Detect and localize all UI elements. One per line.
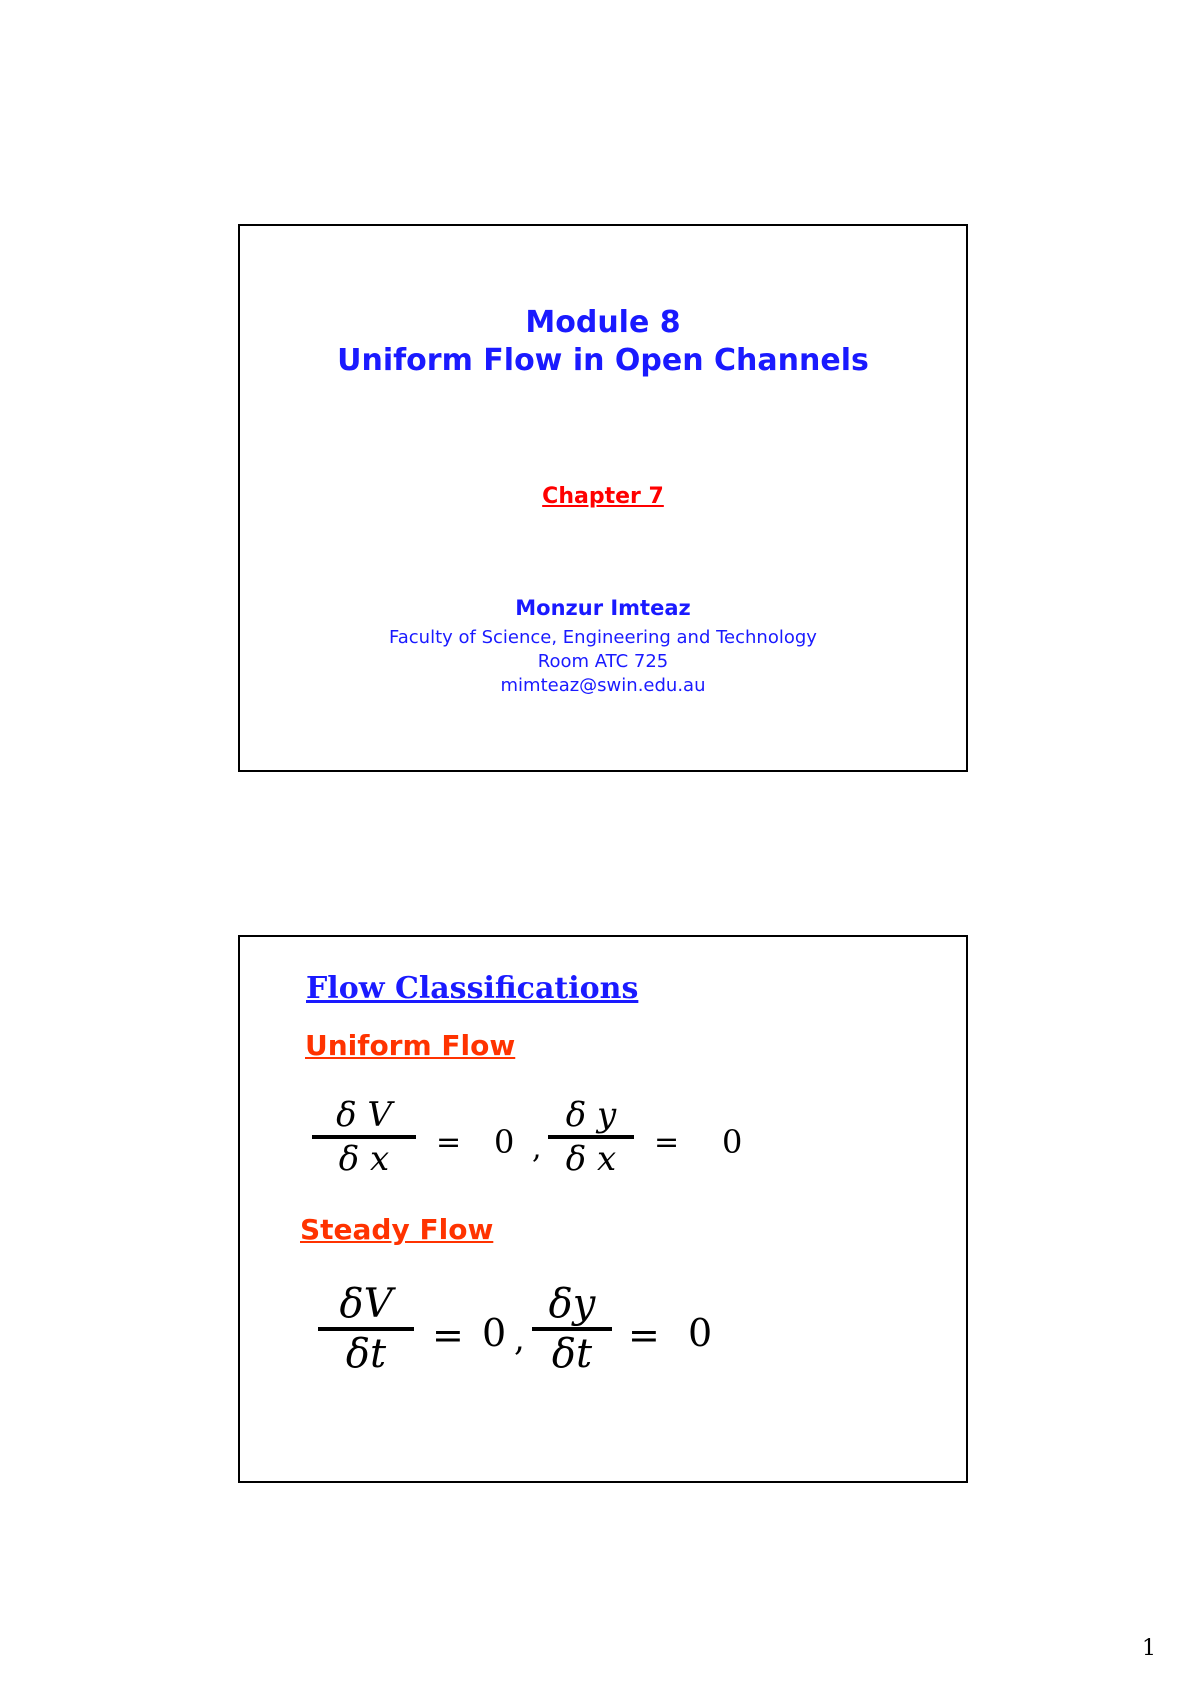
room: Room ATC 725: [537, 651, 669, 672]
steady-flow-equation: [318, 1281, 918, 1401]
flow-classifications-slide: [238, 935, 968, 1483]
denominator: δt: [345, 1331, 387, 1377]
denominator: δt: [551, 1331, 593, 1377]
zero: 0: [494, 1123, 515, 1161]
module-number: Module 8: [525, 305, 681, 340]
page-number: 1: [1142, 1636, 1156, 1661]
title-slide: [238, 224, 968, 772]
steady-flow-label: Steady Flow: [300, 1213, 494, 1246]
equals-sign: =: [432, 1313, 464, 1357]
numerator: δ V: [336, 1095, 392, 1135]
comma: ,: [532, 1131, 542, 1166]
zero: 0: [722, 1123, 743, 1161]
uniform-flow-equation: [312, 1095, 912, 1205]
numerator: δy: [548, 1281, 596, 1327]
fraction-dy-dx: [548, 1095, 634, 1179]
equals-sign: =: [654, 1125, 680, 1160]
author-info: [240, 626, 966, 698]
module-name: Uniform Flow in Open Channels: [337, 343, 869, 378]
fraction-dV-dt: [318, 1281, 414, 1377]
zero: 0: [688, 1311, 713, 1355]
faculty: Faculty of Science, Engineering and Technology: [389, 627, 817, 648]
denominator: δ x: [338, 1139, 390, 1179]
denominator: δ x: [565, 1139, 617, 1179]
email: mimteaz@swin.edu.au: [500, 675, 706, 696]
equals-sign: =: [436, 1125, 462, 1160]
equals-sign: =: [628, 1313, 660, 1357]
fraction-dV-dx: [312, 1095, 416, 1179]
zero: 0: [482, 1311, 507, 1355]
chapter-label: Chapter 7: [542, 484, 664, 509]
comma: ,: [514, 1319, 525, 1359]
author-name: Monzur Imteaz: [515, 596, 691, 620]
fraction-dy-dt: [532, 1281, 612, 1377]
numerator: δV: [339, 1281, 393, 1327]
slide-heading: Flow Classifications: [306, 971, 639, 1006]
numerator: δ y: [565, 1095, 617, 1135]
module-title: [240, 304, 966, 380]
uniform-flow-label: Uniform Flow: [305, 1029, 516, 1062]
